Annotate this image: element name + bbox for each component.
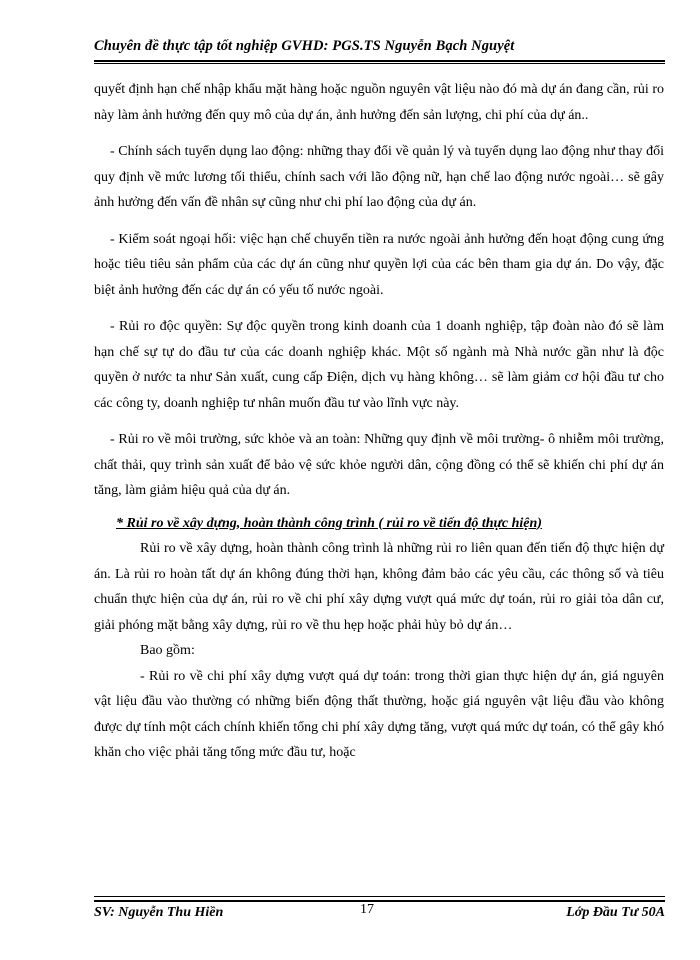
paragraph-monopoly-risk: - Rủi ro độc quyền: Sự độc quyền trong kinh doanh của 1 doanh nghiệp, tập đoàn nào đó sẽ làm hạn chế sự tự do đầu tư của các doanh nghiệp khác. Một số ngành mà Nhà nước gần như là độc quyền ở nước ta như Sản xuất, cung cấp Điện, dịch vụ hàng không… sẽ làm giảm cơ hội đầu tư cho các công ty, doanh nghiệp tư nhân muốn đầu tư vào lĩnh vực này.	[94, 319, 664, 411]
paragraph-foreign-exchange: - Kiểm soát ngoại hối: việc hạn chế chuyển tiền ra nước ngoài ảnh hưởng đến hoạt động cung ứng hoặc tiêu tiêu sản phẩm của các dự án cũng như quyền lợi của các bên tham gia dự án. Do vậy, đặc biệt ảnh hưởng đến các dự án có yếu tố nước ngoài.	[94, 231, 664, 298]
header-divider	[94, 63, 665, 64]
paragraph-labor-policy: - Chính sách tuyển dụng lao động: những thay đổi về quản lý và tuyển dụng lao động như thay đổi quy định về mức lương tối thiểu, chính sach với lão động nữ, hạn chế lao động nước ngoài… sẽ gây ảnh hưởng đến vấn đề nhân sự cũng như chi phí lao động của dự án.	[94, 144, 664, 210]
footer-class: Lớp Đầu Tư 50A	[566, 905, 665, 920]
footer-divider	[94, 896, 665, 902]
paragraph-environment-risk: - Rủi ro về môi trường, sức khỏe và an toàn: Những quy định về môi trường- ô nhiễm môi trường, chất thải, quy trình sản xuất để bảo vệ sức khỏe người dân, cộng đồng có thể sẽ khiến chi phí dự án tăng, làm giảm hiệu quả của dự án.	[94, 432, 664, 498]
paragraph-construction-risk: Rủi ro về xây dựng, hoàn thành công trình là những rủi ro liên quan đến tiến độ thực hiện dự án. Là rủi ro hoàn tất dự án không đúng thời hạn, không đảm bảo các yêu cầu, các thông số và tiêu chuẩn thực hiện của dự án, rủi ro về chi phí xây dựng vượt quá mức dự toán, rủi ro giải tỏa dân cư, giải phóng mặt bằng xây dựng, rủi ro về thu hẹp hoặc phải hủy bỏ dự án…	[94, 541, 664, 633]
page-number: 17	[360, 902, 374, 917]
section-heading-construction-risk: * Rủi ro về xây dựng, hoàn thành công trình ( rủi ro về tiến độ thực hiện)	[116, 515, 542, 531]
page-header	[94, 34, 665, 62]
header-title: Chuyên đề thực tập tốt nghiệp GVHD: PGS.TS Nguyễn Bạch Nguyệt	[94, 38, 515, 54]
paragraph-import-restriction: quyết định hạn chế nhập khẩu mặt hàng hoặc nguồn nguyên vật liệu nào đó mà dự án đang cần, rủi ro này làm ảnh hưởng đến quy mô của dự án, ảnh hưởng đến sản lượng, chi phí của dự án..	[94, 82, 664, 123]
paragraph-includes: Bao gồm:	[140, 643, 195, 658]
footer-student: SV: Nguyễn Thu Hiền	[94, 905, 224, 920]
page-body	[94, 77, 664, 766]
paragraph-cost-overrun: - Rủi ro về chi phí xây dựng vượt quá dự toán: trong thời gian thực hiện dự án, giá nguyên vật liệu đầu vào thường có những biến động thất thường, hoặc giá nguyên vật liệu đầu vào không được dự tính một cách chính khiến tổng chi phí xây dựng tăng, vượt quá mức dự toán, có thể gây khó khăn cho việc phải tăng tổng mức đầu tư, hoặc	[94, 668, 664, 760]
